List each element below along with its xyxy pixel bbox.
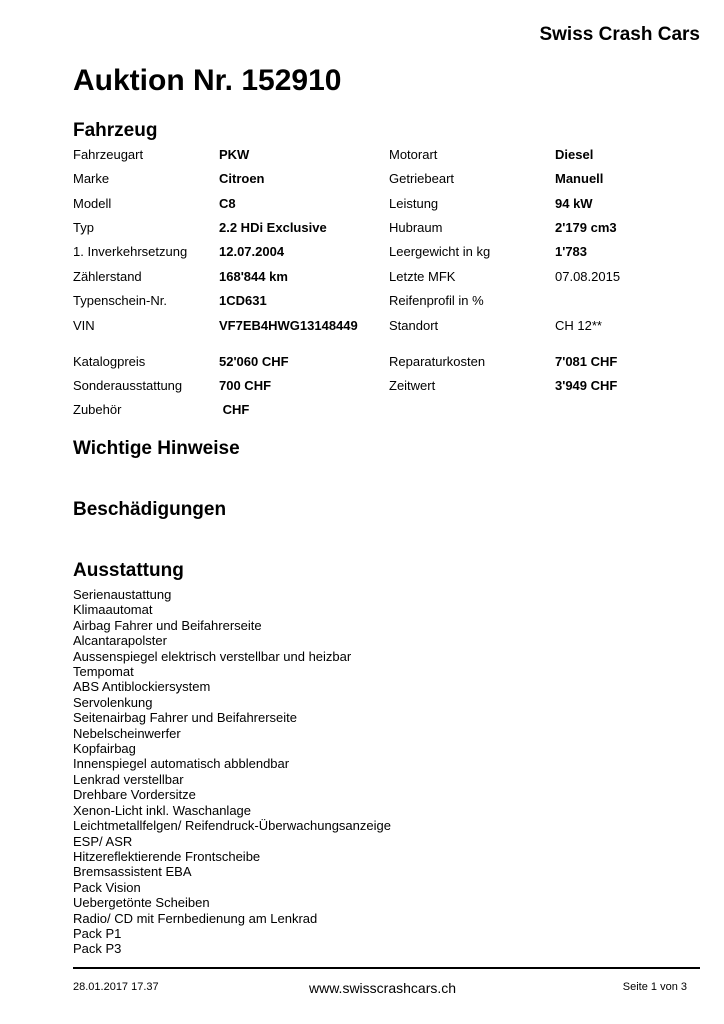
vehicle-row — [73, 147, 713, 165]
list-item: Pack P1 — [73, 925, 122, 941]
field-value: Manuell — [555, 171, 604, 186]
section-equipment-heading: Ausstattung — [73, 560, 184, 581]
vehicle-row — [73, 318, 713, 336]
price-row — [73, 378, 713, 396]
field-label: Zählerstand — [73, 269, 142, 284]
field-label: Zeitwert — [389, 378, 436, 393]
field-value: 700 CHF — [219, 378, 272, 393]
vehicle-row — [73, 196, 713, 214]
list-item: ABS Antiblockiersystem — [73, 679, 211, 695]
field-value: CH 12** — [555, 318, 602, 333]
field-value: 7'081 CHF — [555, 354, 618, 369]
vehicle-row — [73, 220, 713, 238]
section-notes-heading: Wichtige Hinweise — [73, 438, 240, 459]
field-label: Getriebeart — [389, 171, 455, 186]
field-value: Citroen — [219, 171, 265, 186]
list-item: Kopfairbag — [73, 741, 136, 757]
field-value: 2.2 HDi Exclusive — [219, 220, 327, 235]
field-label: Sonderausstattung — [73, 378, 183, 393]
field-value: 168'844 km — [219, 269, 288, 284]
field-value: 07.08.2015 — [555, 269, 621, 284]
field-label: 1. Inverkehrsetzung — [73, 244, 188, 259]
list-item: Uebergetönte Scheiben — [73, 895, 210, 911]
field-label: Letzte MFK — [389, 269, 456, 284]
list-item: Drehbare Vordersitze — [73, 787, 196, 803]
list-item: Tempomat — [73, 664, 134, 680]
list-item: Hitzereflektierende Frontscheibe — [73, 848, 261, 864]
field-value: Diesel — [555, 147, 594, 162]
field-label: Leergewicht in kg — [389, 244, 491, 259]
price-row — [73, 402, 713, 420]
list-item: Leichtmetallfelgen/ Reifendruck-Überwachungsanzeige — [73, 818, 391, 834]
list-item: Pack Vision — [73, 879, 141, 895]
field-value: CHF — [219, 402, 250, 417]
field-value: C8 — [219, 196, 236, 211]
list-item: Nebelscheinwerfer — [73, 725, 181, 741]
list-item: Xenon-Licht inkl. Waschanlage — [73, 802, 252, 818]
list-item: Alcantarapolster — [73, 633, 167, 649]
list-item: Bremsassistent EBA — [73, 864, 192, 880]
field-label: Leistung — [389, 196, 439, 211]
list-item: Seitenairbag Fahrer und Beifahrerseite — [73, 710, 298, 726]
section-vehicle-heading: Fahrzeug — [73, 120, 158, 141]
field-value: 52'060 CHF — [219, 354, 289, 369]
list-item: Aussenspiegel elektrisch verstellbar und heizbar — [73, 648, 352, 664]
vehicle-row — [73, 269, 713, 287]
footer-page-number: Seite 1 von 3 — [622, 981, 687, 993]
field-value: 94 kW — [555, 196, 593, 211]
field-label: Reifenprofil in % — [389, 293, 484, 308]
field-label: Typ — [73, 220, 94, 235]
field-label: Fahrzeugart — [73, 147, 144, 162]
field-value: 3'949 CHF — [555, 378, 618, 393]
footer-divider — [73, 967, 700, 969]
list-item: Serienaustattung — [73, 587, 172, 602]
brand-name: Swiss Crash Cars — [539, 24, 700, 45]
field-value: 1CD631 — [219, 293, 267, 308]
field-value: PKW — [219, 147, 250, 162]
field-label: Modell — [73, 196, 112, 211]
field-label: Reparaturkosten — [389, 354, 486, 369]
vehicle-row — [73, 244, 713, 262]
field-value: 2'179 cm3 — [555, 220, 617, 235]
price-row — [73, 354, 713, 372]
vehicle-row — [73, 171, 713, 189]
footer-date: 28.01.2017 17.37 — [73, 981, 159, 993]
list-item: Servolenkung — [73, 694, 153, 710]
section-damages-heading: Beschädigungen — [73, 499, 227, 520]
list-item: Innenspiegel automatisch abblendbar — [73, 756, 290, 772]
field-value: VF7EB4HWG13148449 — [219, 318, 358, 333]
field-label: Zubehör — [73, 402, 122, 417]
field-label: Hubraum — [389, 220, 443, 235]
field-value: 1'783 — [555, 244, 588, 259]
field-label: Motorart — [389, 147, 438, 162]
list-item: ESP/ ASR — [73, 833, 133, 849]
list-item: Radio/ CD mit Fernbedienung am Lenkrad — [73, 910, 318, 926]
list-item: Lenkrad verstellbar — [73, 771, 184, 787]
equipment-list — [73, 587, 391, 957]
field-value: 12.07.2004 — [219, 244, 285, 259]
field-label: Standort — [389, 318, 439, 333]
field-label: VIN — [73, 318, 95, 333]
list-item: Klimaautomat — [73, 602, 153, 618]
footer-website-link[interactable]: www.swisscrashcars.ch — [309, 980, 457, 996]
field-label: Katalogpreis — [73, 354, 146, 369]
field-label: Typenschein-Nr. — [73, 293, 167, 308]
list-item: Pack P3 — [73, 941, 122, 957]
vehicle-row — [73, 293, 713, 311]
page-title: Auktion Nr. 152910 — [73, 64, 342, 97]
list-item: Airbag Fahrer und Beifahrerseite — [73, 617, 262, 633]
field-label: Marke — [73, 171, 110, 186]
